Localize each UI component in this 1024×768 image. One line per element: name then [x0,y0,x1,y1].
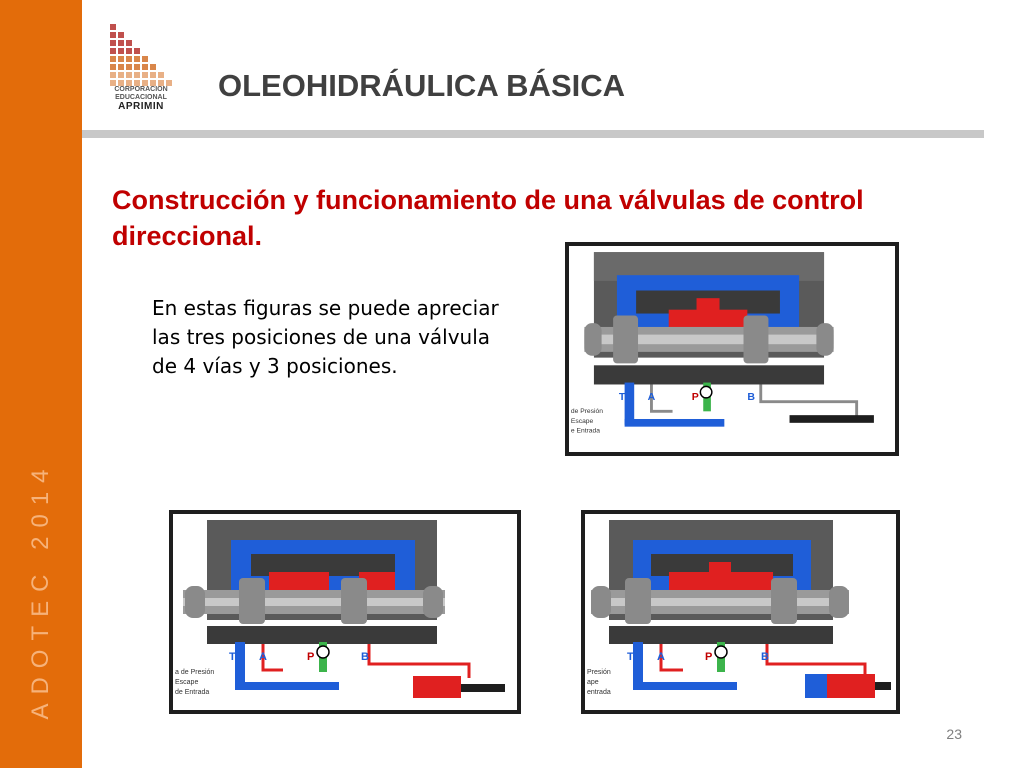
legend-pressure: a de Presión [175,669,215,676]
logo-line-1: CORPORACION [114,86,168,93]
legend-exhaust: Escape [570,417,594,425]
slide-subtitle: Construcción y funcionamiento de una válvulas de control direccional. [112,185,864,251]
port-label-a: A [657,651,665,663]
port-label-b: B [361,651,369,663]
port-label-b: B [747,390,755,403]
port-label-p: P [307,651,315,663]
valve-diagram-position-b [173,514,517,710]
logo-brand: APRIMIN [118,101,164,112]
orange-sidebar [0,0,82,768]
port-label-a: A [259,651,267,663]
legend-exhaust: Escape [175,679,199,686]
valve-diagram-position-a [585,514,896,710]
title-divider [82,130,984,138]
legend-pressure: de Presión [570,408,603,416]
port-label-a: A [647,390,656,403]
port-label-p: P [705,651,713,663]
legend-inlet: entrada [587,689,611,696]
legend-exhaust: ape [587,679,599,686]
valve-figure-position-a [581,510,900,714]
page-number: 23 [946,726,962,742]
sidebar-vertical-text: ADOTEC 2014 [27,460,54,720]
port-label-t: T [229,651,236,663]
valve-figure-neutral [565,242,899,456]
logo-text [106,86,176,111]
page-title: OLEOHIDRÁULICA BÁSICA [218,68,626,103]
port-label-p: P [691,390,699,403]
port-label-t: T [618,390,626,403]
port-label-b: B [761,651,769,663]
valve-diagram-neutral [569,246,895,452]
port-label-t: T [627,651,634,663]
legend-inlet: e Entrada [570,427,600,435]
legend-inlet: de Entrada [175,689,210,696]
logo-line-2: EDUCACIONAL [115,94,167,101]
valve-figure-position-b [169,510,521,714]
legend-pressure: Presión [587,669,611,676]
slide-body-text: En estas figuras se puede apreciar las tres posiciones de una válvula de 4 vías y 3 posiciones. [152,296,499,378]
